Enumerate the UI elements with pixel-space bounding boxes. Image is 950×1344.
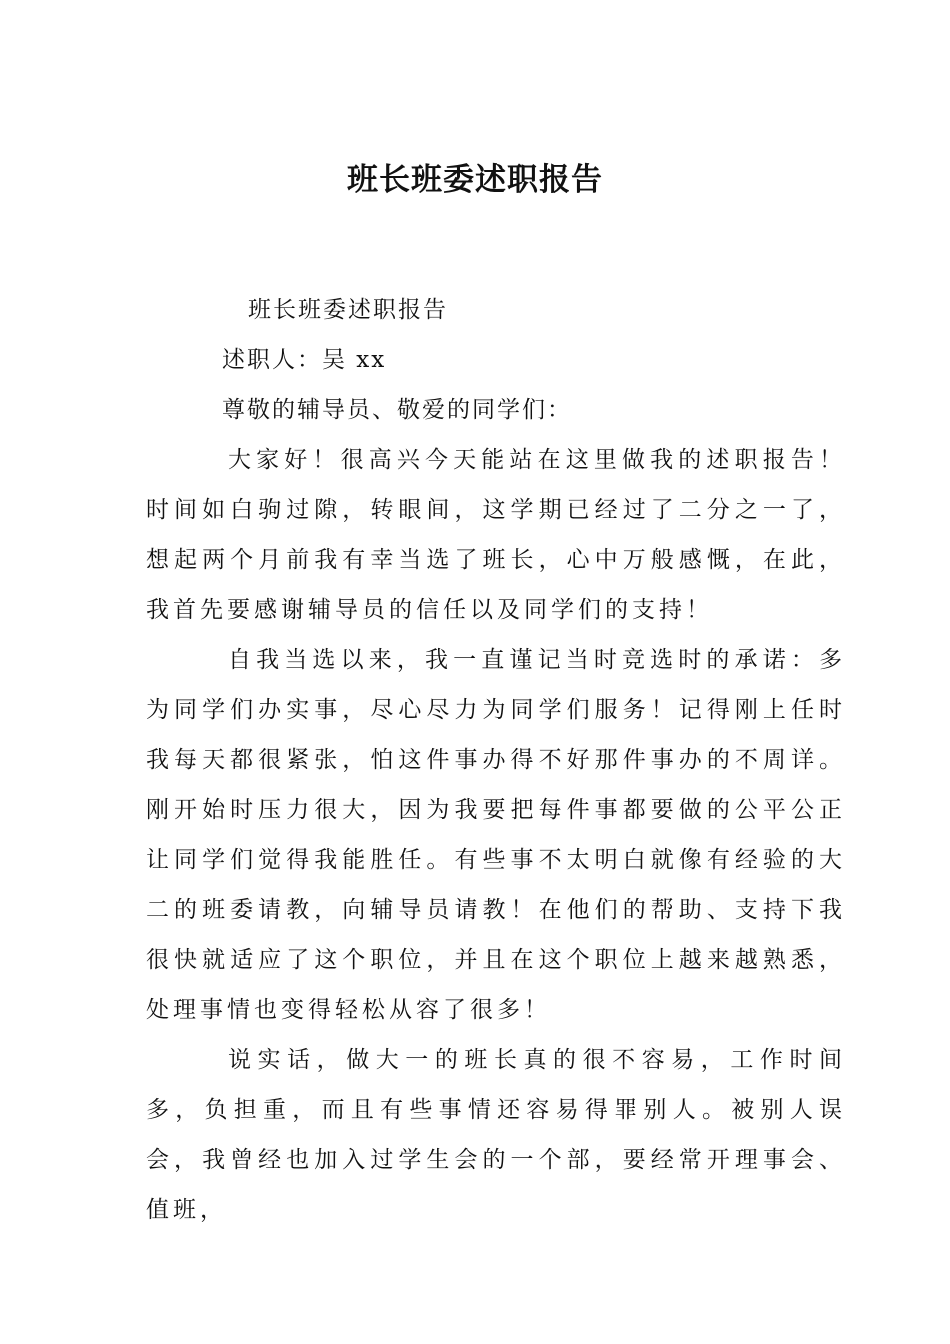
- body-paragraph-2: 自我当选以来，我一直谨记当时竞选时的承诺：多为同学们办实事，尽心尽力为同学们服务！记得刚上任时我每天都很紧张，怕这件事办得不好那件事办的不周详。刚开始时压力很大，因为我要把每件事都要做的公平公正让同学们觉得我能胜任。有些事不太明白就像有经验的大二的班委请教，向辅导员请教！在他们的帮助、支持下我很快就适应了这个职位，并且在这个职位上越来越熟悉，处理事情也变得轻松从容了很多！: [146, 647, 846, 1023]
- report-subtitle: 班长班委述职报告: [248, 297, 448, 323]
- author-line: 述职人：吴 xx: [222, 347, 387, 373]
- body-paragraph-1: 大家好！很高兴今天能站在这里做我的述职报告！时间如白驹过隙，转眼间，这学期已经过了二分之一了，想起两个月前我有幸当选了班长，心中万般感慨，在此，我首先要感谢辅导员的信任以及同学们的支持！: [146, 447, 846, 623]
- greeting-line: 尊敬的辅导员、敬爱的同学们：: [222, 397, 572, 423]
- document-title: 班长班委述职报告: [347, 162, 603, 198]
- body-paragraph-3: 说实话，做大一的班长真的很不容易，工作时间多，负担重，而且有些事情还容易得罪别人。被别人误会，我曾经也加入过学生会的一个部，要经常开理事会、值班，: [146, 1047, 846, 1223]
